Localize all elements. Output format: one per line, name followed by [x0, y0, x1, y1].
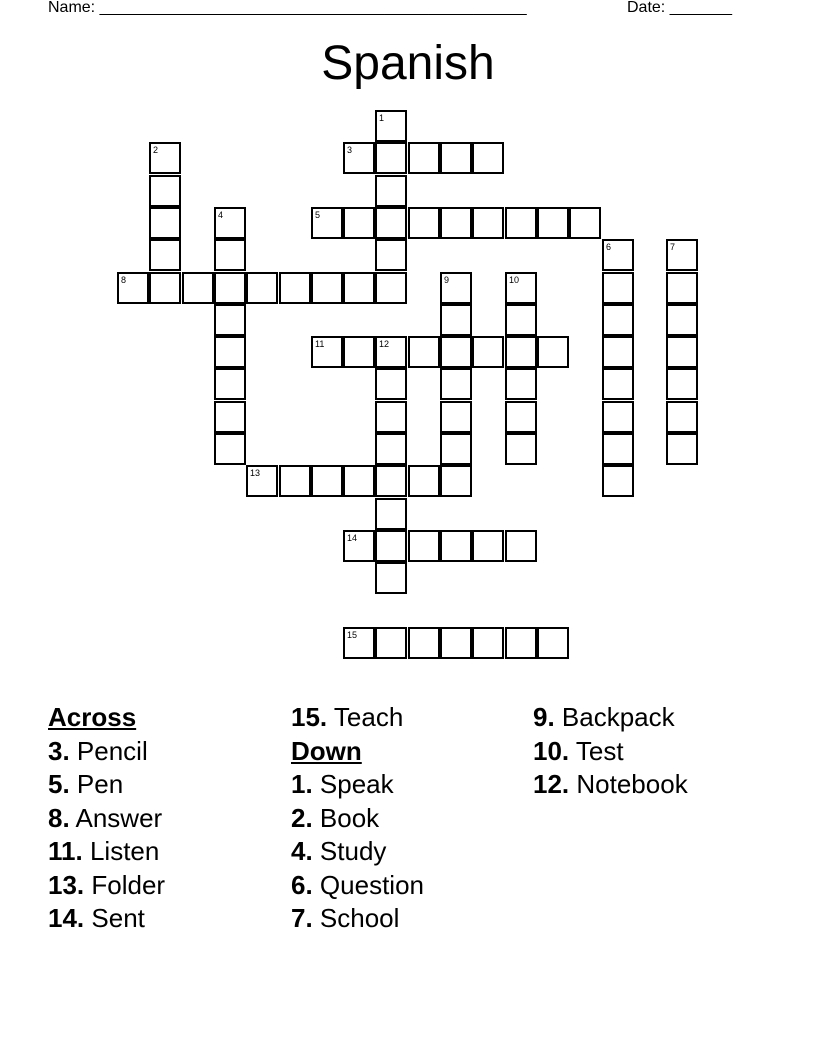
cell-number: 14 — [347, 533, 358, 543]
crossword-cell[interactable] — [149, 239, 181, 271]
crossword-cell[interactable] — [472, 627, 504, 659]
cell-number: 6 — [606, 242, 612, 252]
name-label: Name: — [48, 0, 96, 16]
clue-across-5: 5. Pen — [48, 769, 124, 799]
crossword-cell[interactable] — [375, 368, 407, 400]
crossword-cell[interactable] — [666, 433, 698, 465]
crossword-cell[interactable] — [569, 207, 601, 239]
clue-across-8: 8. Answer — [48, 802, 163, 833]
crossword-cell[interactable] — [472, 207, 504, 239]
clue-column-3 — [533, 701, 773, 802]
cell-number: 7 — [670, 242, 676, 252]
clue-across-14: 14. Sent — [48, 903, 145, 933]
crossword-cell[interactable] — [505, 530, 537, 562]
crossword-cell[interactable] — [440, 207, 472, 239]
crossword-cell[interactable] — [666, 401, 698, 433]
clue-down-9: 9. Backpack — [533, 702, 675, 732]
crossword-cell[interactable] — [214, 336, 246, 368]
crossword-cell[interactable] — [149, 142, 181, 174]
crossword-cell[interactable] — [279, 272, 311, 304]
crossword-cell[interactable] — [666, 272, 698, 304]
crossword-cell[interactable] — [408, 530, 440, 562]
crossword-cell[interactable] — [311, 207, 343, 239]
crossword-cell[interactable] — [666, 368, 698, 400]
clue-across-13: 13. Folder — [48, 869, 166, 900]
crossword-cell[interactable] — [246, 272, 278, 304]
crossword-cell[interactable] — [375, 175, 407, 207]
crossword-cell[interactable] — [375, 110, 407, 142]
crossword-cell[interactable] — [666, 304, 698, 336]
page-title: Spanish — [321, 37, 495, 90]
crossword-cell[interactable] — [666, 239, 698, 271]
crossword-cell[interactable] — [149, 272, 181, 304]
crossword-cell[interactable] — [375, 498, 407, 530]
clue-down-10: 10. Test — [533, 735, 624, 766]
crossword-cell[interactable] — [440, 627, 472, 659]
crossword-cell[interactable] — [375, 530, 407, 562]
crossword-cell[interactable] — [375, 207, 407, 239]
crossword-cell[interactable] — [537, 336, 569, 368]
crossword-cell[interactable] — [214, 433, 246, 465]
crossword-cell[interactable] — [375, 562, 407, 594]
crossword-cell[interactable] — [602, 336, 634, 368]
crossword-cell[interactable] — [666, 336, 698, 368]
crossword-cell[interactable] — [602, 401, 634, 433]
cell-number: 12 — [379, 339, 390, 349]
crossword-cell[interactable] — [602, 304, 634, 336]
crossword-cell[interactable] — [505, 336, 537, 368]
clue-down-1: 1. Speak — [291, 769, 394, 799]
crossword-cell[interactable] — [505, 627, 537, 659]
crossword-cell[interactable] — [214, 401, 246, 433]
crossword-cell[interactable] — [440, 142, 472, 174]
crossword-cell[interactable] — [214, 239, 246, 271]
crossword-cell[interactable] — [537, 207, 569, 239]
crossword-cell[interactable] — [602, 239, 634, 271]
crossword-cell[interactable] — [408, 336, 440, 368]
crossword-cell[interactable] — [214, 368, 246, 400]
cell-number: 10 — [509, 275, 520, 285]
cell-number: 3 — [347, 145, 353, 155]
crossword-cell[interactable] — [440, 465, 472, 497]
crossword-cell[interactable] — [214, 272, 246, 304]
crossword-cell[interactable] — [602, 433, 634, 465]
cell-number: 1 — [379, 113, 385, 123]
clue-down-7: 7. School — [291, 903, 400, 933]
crossword-cell[interactable] — [343, 627, 375, 659]
clue-column-2 — [291, 701, 531, 936]
crossword-cell[interactable] — [472, 336, 504, 368]
crossword-cell[interactable] — [602, 368, 634, 400]
clue-across-15: 15. Teach — [291, 702, 404, 732]
crossword-cell[interactable] — [440, 336, 472, 368]
crossword-cell[interactable] — [149, 175, 181, 207]
crossword-cell[interactable] — [408, 207, 440, 239]
crossword-cell[interactable] — [311, 465, 343, 497]
clue-down-12: 12. Notebook — [533, 769, 688, 799]
crossword-cell[interactable] — [375, 272, 407, 304]
crossword-cell[interactable] — [343, 336, 375, 368]
crossword-cell[interactable] — [375, 433, 407, 465]
crossword-cell[interactable] — [602, 465, 634, 497]
crossword-cell[interactable] — [440, 304, 472, 336]
crossword-cell[interactable] — [214, 304, 246, 336]
crossword-cell[interactable] — [505, 401, 537, 433]
crossword-cell[interactable] — [375, 465, 407, 497]
clue-down-2: 2. Book — [291, 802, 380, 833]
crossword-cell[interactable] — [505, 272, 537, 304]
crossword-cell[interactable] — [472, 142, 504, 174]
crossword-cell[interactable] — [537, 627, 569, 659]
crossword-cell[interactable] — [375, 239, 407, 271]
crossword-cell[interactable] — [343, 272, 375, 304]
date-label: Date: — [627, 0, 666, 16]
down-heading: Down — [291, 735, 362, 766]
crossword-cell[interactable] — [375, 336, 407, 368]
crossword-cell[interactable] — [440, 401, 472, 433]
crossword-cell[interactable] — [246, 465, 278, 497]
crossword-cell[interactable] — [505, 433, 537, 465]
crossword-cell[interactable] — [343, 530, 375, 562]
cell-number: 9 — [444, 275, 450, 285]
crossword-cell[interactable] — [440, 368, 472, 400]
crossword-cell[interactable] — [311, 336, 343, 368]
clue-across-11: 11. Listen — [48, 836, 160, 866]
crossword-cell[interactable] — [149, 207, 181, 239]
clue-down-6: 6. Question — [291, 869, 424, 900]
crossword-cell[interactable] — [602, 272, 634, 304]
crossword-cell[interactable] — [408, 142, 440, 174]
crossword-cell[interactable] — [408, 627, 440, 659]
crossword-cell[interactable] — [117, 272, 149, 304]
crossword-cell[interactable] — [375, 401, 407, 433]
crossword-cell[interactable] — [343, 142, 375, 174]
cell-number: 4 — [218, 210, 224, 220]
crossword-cell[interactable] — [505, 207, 537, 239]
date-blank: _______ — [669, 0, 732, 16]
crossword-cell[interactable] — [214, 207, 246, 239]
crossword-cell[interactable] — [440, 433, 472, 465]
crossword-cell[interactable] — [440, 272, 472, 304]
cell-number: 13 — [250, 468, 261, 478]
cell-number: 11 — [315, 339, 325, 349]
clue-across-3: 3. Pencil — [48, 735, 148, 766]
crossword-cell[interactable] — [182, 272, 214, 304]
crossword-cell[interactable] — [343, 465, 375, 497]
crossword-cell[interactable] — [408, 465, 440, 497]
crossword-cell[interactable] — [472, 530, 504, 562]
crossword-cell[interactable] — [505, 304, 537, 336]
crossword-cell[interactable] — [279, 465, 311, 497]
cell-number: 2 — [153, 145, 159, 155]
cell-number: 15 — [347, 630, 358, 640]
clue-column-1 — [48, 701, 288, 936]
cell-number: 8 — [121, 275, 127, 285]
name-blank: ________________________________________________ — [99, 0, 527, 16]
crossword-cell[interactable] — [375, 627, 407, 659]
crossword-cell[interactable] — [440, 530, 472, 562]
clue-down-4: 4. Study — [291, 836, 387, 866]
crossword-cell[interactable] — [505, 368, 537, 400]
crossword-cell[interactable] — [375, 142, 407, 174]
crossword-cell[interactable] — [343, 207, 375, 239]
across-heading: Across — [48, 702, 137, 732]
cell-number: 5 — [315, 210, 321, 220]
crossword-cell[interactable] — [311, 272, 343, 304]
